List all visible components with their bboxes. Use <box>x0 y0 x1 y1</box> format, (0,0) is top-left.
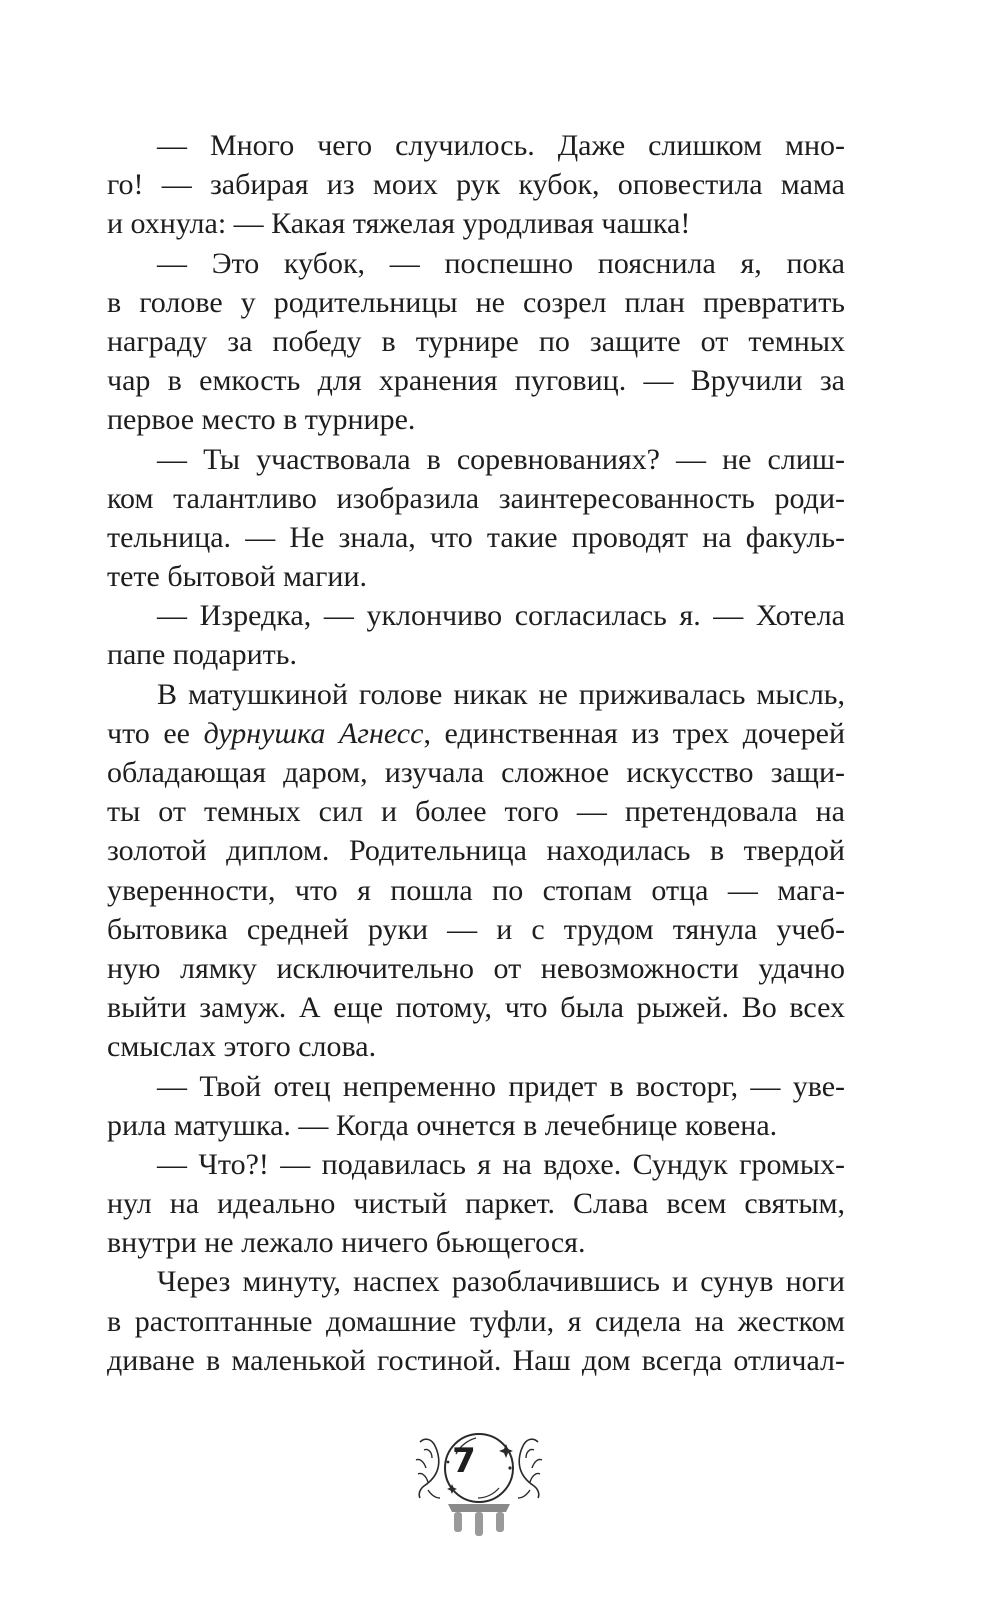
text-line: — Изредка, — уклончиво согласилась я. — Хотела <box>157 599 845 633</box>
text-line: уверенности, что я пошла по стопам отца — мага- <box>107 873 845 907</box>
text-line: Через минуту, наспех разоблачившись и сунув ноги <box>157 1265 845 1299</box>
text-line: — Много чего случилось. Даже слишком мно- <box>157 129 845 162</box>
text-line: внутри не лежало ничего бьющегося. <box>107 1226 586 1260</box>
text-line: тельница. — Не знала, что такие проводят на факуль- <box>107 520 845 554</box>
body-text <box>107 126 845 1380</box>
text-segment: что ее <box>107 716 204 750</box>
text-line: — Что?! — подавилась я на вдохе. Сундук громых- <box>157 1147 845 1181</box>
text-line: — Твой отец непременно придет в восторг, — уве- <box>157 1069 845 1103</box>
text-line: В матушкиной голове никак не приживалась мысль, <box>157 677 845 711</box>
text-line <box>107 714 845 753</box>
text-line: в голове у родительницы не созрел план превратить <box>107 285 845 319</box>
text-line: первое место в турнире. <box>107 403 416 437</box>
page-number: 7 <box>452 1441 476 1481</box>
text-line: рила матушка. — Когда очнется в лечебнице ковена. <box>107 1108 778 1142</box>
text-line: ную лямку исключительно от невозможности удачно <box>107 951 845 985</box>
text-line: нул на идеально чистый паркет. Слава всем святым, <box>107 1187 845 1221</box>
text-line: и охнула: — Какая тяжелая уродливая чашка! <box>107 207 691 241</box>
text-line: го! — забирая из моих рук кубок, оповестила мама <box>107 168 845 202</box>
text-line: выйти замуж. А еще потому, что была рыжей. Во всех <box>107 991 845 1025</box>
italic-name: дурнушка Агнесс <box>203 716 424 750</box>
text-line: ком талантливо изобразила заинтересованность роди- <box>107 481 845 515</box>
text-line: обладающая даром, изучала сложное искусство защи- <box>107 756 845 789</box>
text-line: ты от темных сил и более того — претендовала на <box>107 795 845 829</box>
text-line: золотой диплом. Родительница находилась в твердой <box>107 834 845 868</box>
text-line: папе подарить. <box>107 638 297 672</box>
text-line: — Ты участвовала в соревнованиях? — не слиш- <box>157 442 845 476</box>
text-line: тете бытовой магии. <box>107 560 368 594</box>
text-line: награду за победу в турнире по защите от темных <box>107 324 845 358</box>
text-line: смыслах этого слова. <box>107 1030 377 1064</box>
text-line: чар в емкость для хранения пуговиц. — Вручили за <box>107 364 845 398</box>
text-line: в растоптанные домашние туфли, я сидела на жестком <box>107 1304 845 1338</box>
text-segment: , единственная из трех дочерей <box>423 716 846 750</box>
text-line: бытовика средней руки — и с трудом тянула учеб- <box>107 912 845 946</box>
text-line: — Это кубок, — поспешно пояснила я, пока <box>157 246 845 280</box>
text-line: диване в маленькой гостиной. Наш дом всегда отличал- <box>107 1343 845 1377</box>
